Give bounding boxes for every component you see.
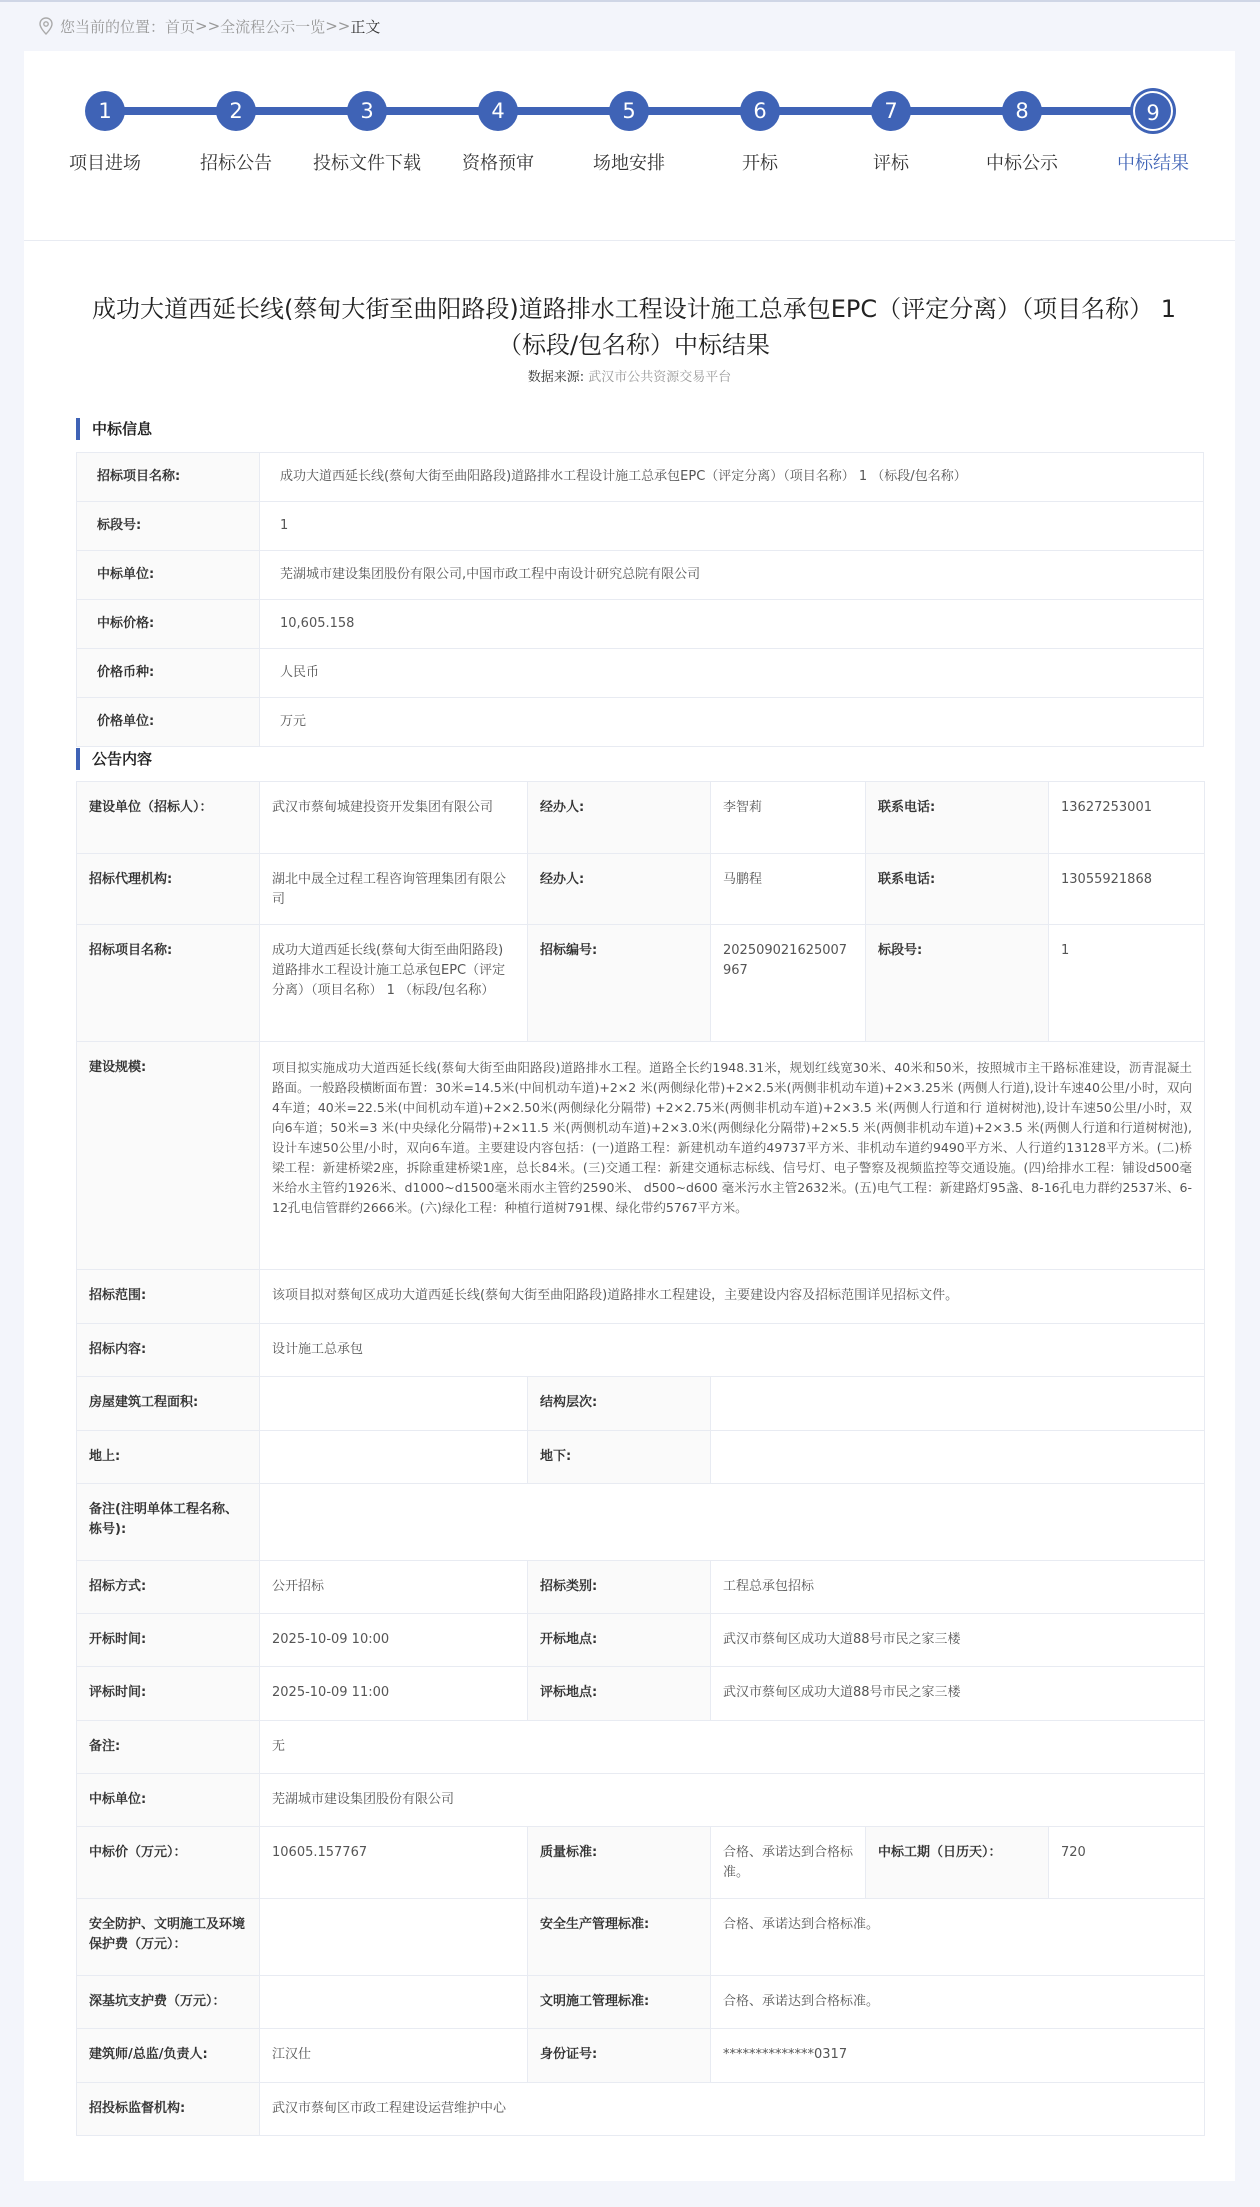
step-label: 中标结果 [1117, 153, 1189, 174]
table-row [77, 1431, 1205, 1484]
field-value: 1 [1049, 925, 1205, 1042]
table-row [77, 1976, 1205, 2029]
step-number: 2 [216, 91, 256, 131]
section-title-win-info: 中标信息 [76, 418, 152, 440]
field-value: 人民币 [260, 649, 1204, 698]
field-label: 标段号: [866, 925, 1049, 1042]
step-number: 5 [609, 91, 649, 131]
table-row [77, 1270, 1205, 1324]
field-label: 招投标监督机构: [77, 2083, 260, 2136]
table-row [77, 1484, 1205, 1561]
field-label: 安全生产管理标准: [528, 1899, 711, 1976]
field-value: **************0317 [711, 2029, 1205, 2083]
field-value: 1 [260, 502, 1204, 551]
table-row [77, 1377, 1205, 1431]
field-label: 价格币种: [77, 649, 260, 698]
table-row [77, 502, 1204, 551]
field-value: 武汉市蔡甸区成功大道88号市民之家三楼 [711, 1667, 1205, 1721]
table-row [77, 1042, 1205, 1270]
step-label: 项目进场 [69, 153, 141, 174]
field-label: 招标内容: [77, 1324, 260, 1377]
field-label: 地上: [77, 1431, 260, 1484]
step-number: 6 [740, 91, 780, 131]
step-number: 9 [1133, 91, 1173, 131]
field-value: 10,605.158 [260, 600, 1204, 649]
field-label: 招标编号: [528, 925, 711, 1042]
field-value: 武汉市蔡甸城建投资开发集团有限公司 [260, 782, 528, 854]
field-label: 中标工期（日历天）： [866, 1827, 1049, 1899]
field-value: 720 [1049, 1827, 1205, 1899]
field-value: 成功大道西延长线(蔡甸大街至曲阳路段)道路排水工程设计施工总承包EPC（评定分离）（项目名称） 1 （标段/包名称） [260, 925, 528, 1042]
field-label: 招标范围: [77, 1270, 260, 1324]
field-value [260, 1899, 528, 1976]
field-value: 13627253001 [1049, 782, 1205, 854]
field-value [260, 1377, 528, 1431]
field-value: 合格、承诺达到合格标准。 [711, 1976, 1205, 2029]
step-6[interactable] [685, 91, 835, 175]
table-row [77, 649, 1204, 698]
table-row [77, 1827, 1205, 1899]
field-label: 身份证号: [528, 2029, 711, 2083]
notice-table [76, 781, 1205, 2136]
table-row [77, 551, 1204, 600]
top-border [0, 0, 1260, 2]
field-label: 深基坑支护费（万元）： [77, 1976, 260, 2029]
table-row [77, 453, 1204, 502]
table-row [77, 1721, 1205, 1774]
table-row [77, 2083, 1205, 2136]
field-value: 万元 [260, 698, 1204, 747]
field-value: 合格、承诺达到合格标准。 [711, 1899, 1205, 1976]
field-value: 10605.157767 [260, 1827, 528, 1899]
table-row [77, 1614, 1205, 1667]
field-label: 备注: [77, 1721, 260, 1774]
field-label: 经办人: [528, 854, 711, 925]
field-label: 质量标准: [528, 1827, 711, 1899]
data-source-label: 数据来源: [527, 370, 585, 385]
table-row [77, 1667, 1205, 1721]
table-row [77, 1324, 1205, 1377]
breadcrumb-separator: >> [325, 17, 351, 35]
field-value [711, 1431, 1205, 1484]
field-label: 价格单位: [77, 698, 260, 747]
field-value: 武汉市蔡甸区市政工程建设运营维护中心 [260, 2083, 1205, 2136]
field-value: 项目拟实施成功大道西延长线(蔡甸大街至曲阳路段)道路排水工程。道路全长约1948.31米，规划红线宽30米、40米和50米，按照城市主干路标准建设，沥青混凝土路面。一般路段横断面布置：30米=14.5米(中间机动车道)+2×2 米(两侧绿化带)+2×2.5米(两侧非机动车道)+2×3.25米 (两侧人行道),设计车速40公里/小时，双向4车道；40米=22.5米(中间机动车道)+2×2.50米(两侧绿化分隔带) +2×2.75米(两侧非机动车道)+2×3.5 米(两侧人行道和行 道树树池),设计车速50公里/小时，双向6车道；50米=3 米(中央绿化分隔带)+2×11.5 米(两侧机动车道)+2×3.0米(两侧绿化分隔带)+2×5.5 米(两侧非机动车道)+2×3.5 米(两侧人行道和行道树树池),设计车速50公里/小时，双向6车道。主要建设内容包括：(一)道路工程：新建机动车道约49737平方米、非机动车道约9490平方米、人行道约13128平方米。(二)桥梁工程：新建桥梁2座，拆除重建桥梁1座，总长84米。(三)交通工程：新建交通标志标线、信号灯、电子警察及视频监控等交通设施。(四)给排水工程：铺设d500毫米给水主管约1926米、d1000~d1500毫米雨水主管约2590米、 d500~d600 毫米污水主管2632米。(五)电气工程：新建路灯95盏、8-16孔电力群约2537米、6-12孔电信管群约2666米。(六)绿化工程：种植行道树791棵、绿化带约5767平方米。 [260, 1042, 1205, 1270]
table-row [77, 782, 1205, 854]
step-5[interactable] [554, 91, 704, 175]
field-value: 江汉仕 [260, 2029, 528, 2083]
step-9-active[interactable] [1078, 91, 1228, 175]
field-value: 设计施工总承包 [260, 1324, 1205, 1377]
table-row [77, 854, 1205, 925]
field-label: 建设单位（招标人）： [77, 782, 260, 854]
field-value [260, 1976, 528, 2029]
field-value [260, 1431, 528, 1484]
field-label: 结构层次: [528, 1377, 711, 1431]
field-value: 成功大道西延长线(蔡甸大街至曲阳路段)道路排水工程设计施工总承包EPC（评定分离）（项目名称） 1 （标段/包名称） [260, 453, 1204, 502]
table-row [77, 1899, 1205, 1976]
field-value: 13055921868 [1049, 854, 1205, 925]
field-label: 标段号: [77, 502, 260, 551]
field-value: 工程总承包招标 [711, 1561, 1205, 1614]
field-label: 备注(注明单体工程名称、栋号): [77, 1484, 260, 1561]
step-number: 3 [347, 91, 387, 131]
field-label: 联系电话: [866, 854, 1049, 925]
field-label: 联系电话: [866, 782, 1049, 854]
page-title: 成功大道西延长线(蔡甸大街至曲阳路段)道路排水工程设计施工总承包EPC（评定分离）（项目名称） 1（标段/包名称）中标结果 [91, 295, 1177, 359]
step-number: 4 [478, 91, 518, 131]
field-value: 芜湖城市建设集团股份有限公司 [260, 1774, 1205, 1827]
step-2[interactable] [161, 91, 311, 175]
field-label: 中标价（万元）： [77, 1827, 260, 1899]
field-value: 该项目拟对蔡甸区成功大道西延长线(蔡甸大街至曲阳路段)道路排水工程建设，主要建设内容及招标范围详见招标文件。 [260, 1270, 1205, 1324]
field-label: 中标价格: [77, 600, 260, 649]
field-label: 招标项目名称: [77, 925, 260, 1042]
win-info-table [76, 452, 1204, 747]
step-label: 中标公示 [986, 153, 1058, 174]
field-value: 李智莉 [711, 782, 866, 854]
breadcrumb-prefix: 您当前的位置： [60, 17, 166, 36]
field-label: 评标地点: [528, 1667, 711, 1721]
step-number: 7 [871, 91, 911, 131]
field-label: 招标方式: [77, 1561, 260, 1614]
table-row [77, 1561, 1205, 1614]
field-value: 2025-10-09 10:00 [260, 1614, 528, 1667]
step-label: 招标公告 [200, 153, 272, 174]
step-1[interactable] [30, 91, 180, 175]
data-source [24, 366, 1235, 385]
field-value: 无 [260, 1721, 1205, 1774]
field-value [260, 1484, 1205, 1561]
table-row [77, 1774, 1205, 1827]
field-label: 开标地点: [528, 1614, 711, 1667]
field-value: 2025-10-09 11:00 [260, 1667, 528, 1721]
table-row [77, 698, 1204, 747]
step-number: 8 [1002, 91, 1042, 131]
content-card [24, 51, 1235, 2181]
data-source-value: 武汉市公共资源交易平台 [588, 370, 732, 385]
location-pin-icon [38, 17, 54, 35]
process-steps [24, 51, 1235, 241]
field-value: 公开招标 [260, 1561, 528, 1614]
field-label: 招标项目名称: [77, 453, 260, 502]
field-label: 安全防护、文明施工及环境保护费（万元）： [77, 1899, 260, 1976]
step-7[interactable] [816, 91, 966, 175]
field-label: 文明施工管理标准: [528, 1976, 711, 2029]
breadcrumb [38, 14, 380, 38]
field-value: 湖北中晟全过程工程咨询管理集团有限公司 [260, 854, 528, 925]
field-label: 评标时间: [77, 1667, 260, 1721]
step-label: 场地安排 [593, 153, 665, 174]
table-row [77, 2029, 1205, 2083]
field-label: 建设规模: [77, 1042, 260, 1270]
step-8[interactable] [947, 91, 1097, 175]
field-label: 招标代理机构: [77, 854, 260, 925]
step-label: 评标 [873, 153, 909, 174]
field-label: 房屋建筑工程面积: [77, 1377, 260, 1431]
field-label: 建筑师/总监/负责人: [77, 2029, 260, 2083]
field-label: 开标时间: [77, 1614, 260, 1667]
field-label: 经办人: [528, 782, 711, 854]
table-row [77, 925, 1205, 1042]
field-value [711, 1377, 1205, 1431]
field-value: 武汉市蔡甸区成功大道88号市民之家三楼 [711, 1614, 1205, 1667]
field-value: 芜湖城市建设集团股份有限公司,中国市政工程中南设计研究总院有限公司 [260, 551, 1204, 600]
field-label: 中标单位: [77, 551, 260, 600]
field-value: 合格、承诺达到合格标准。 [711, 1827, 866, 1899]
breadcrumb-home-link[interactable]: 首页 [165, 17, 196, 36]
field-value: 202509021625007967 [711, 925, 866, 1042]
section-title-notice: 公告内容 [76, 748, 152, 770]
field-value: 马鹏程 [711, 854, 866, 925]
step-label: 开标 [742, 153, 778, 174]
step-number: 1 [85, 91, 125, 131]
table-row [77, 600, 1204, 649]
step-3[interactable] [292, 91, 442, 175]
step-4[interactable] [423, 91, 573, 175]
field-label: 中标单位: [77, 1774, 260, 1827]
step-label: 资格预审 [462, 153, 534, 174]
breadcrumb-current: 正文 [350, 17, 381, 36]
field-label: 招标类别: [528, 1561, 711, 1614]
field-label: 地下: [528, 1431, 711, 1484]
breadcrumb-separator: >> [195, 17, 221, 35]
breadcrumb-list-link[interactable]: 全流程公示一览 [220, 17, 326, 36]
step-label: 投标文件下载 [313, 153, 421, 174]
